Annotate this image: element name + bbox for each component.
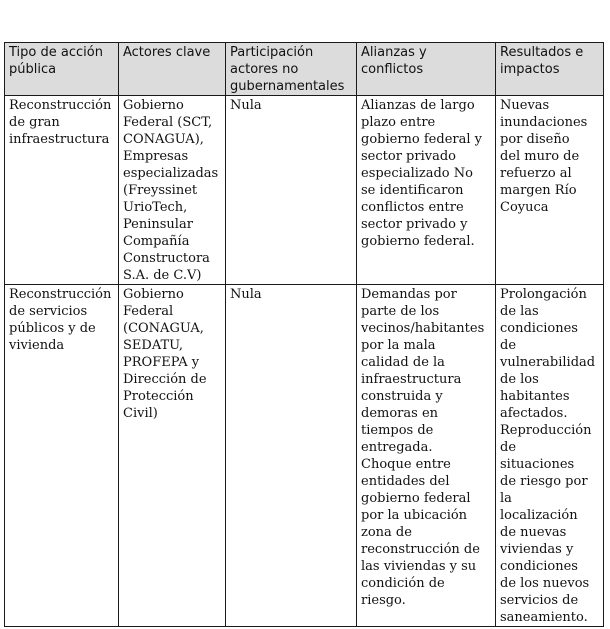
table-cell: Prolongación de las condiciones de vulnerabilidad de los habitantes afectados. Reproducción de situaciones de riesgo por la localización de nuevas viviendas y condiciones de los nuevos servicios de saneamiento.: [496, 285, 604, 627]
table-cell: Gobierno Federal (SCT, CONAGUA), Empresas especializadas (Freyssinet UrioTech, Peninsular Compañía Constructora S.A. de C.V): [119, 96, 226, 285]
table-row: [5, 96, 604, 285]
table-cell: Nuevas inundaciones por diseño del muro de refuerzo al margen Río Coyuca: [496, 96, 604, 285]
header-participacion: Participación actores no gubernamentales: [226, 43, 357, 96]
table-header-row: [5, 43, 604, 96]
table-cell: Demandas por parte de los vecinos/habitantes por la mala calidad de la infraestructura construida y demoras en tiempos de entregada. Choque entre entidades del gobierno federal por la ubicación zona de reconstrucción de las viviendas y su condición de riesgo.: [357, 285, 496, 627]
table-cell: Nula: [226, 285, 357, 627]
table-cell: Reconstrucción de servicios públicos y de vivienda: [5, 285, 119, 627]
header-resultados: Resultados e impactos: [496, 43, 604, 96]
table-cell: Reconstrucción de gran infraestructura: [5, 96, 119, 285]
table-cell: Nula: [226, 96, 357, 285]
public-action-table: [4, 42, 604, 627]
table-cell: Alianzas de largo plazo entre gobierno federal y sector privado especializado No se identificaron conflictos entre sector privado y gobierno federal.: [357, 96, 496, 285]
table-cell: Gobierno Federal (CONAGUA, SEDATU, PROFEPA y Dirección de Protección Civil): [119, 285, 226, 627]
header-alianzas: Alianzas y conflictos: [357, 43, 496, 96]
table-row: [5, 285, 604, 627]
header-actores-clave: Actores clave: [119, 43, 226, 96]
header-tipo-accion: Tipo de acción pública: [5, 43, 119, 96]
